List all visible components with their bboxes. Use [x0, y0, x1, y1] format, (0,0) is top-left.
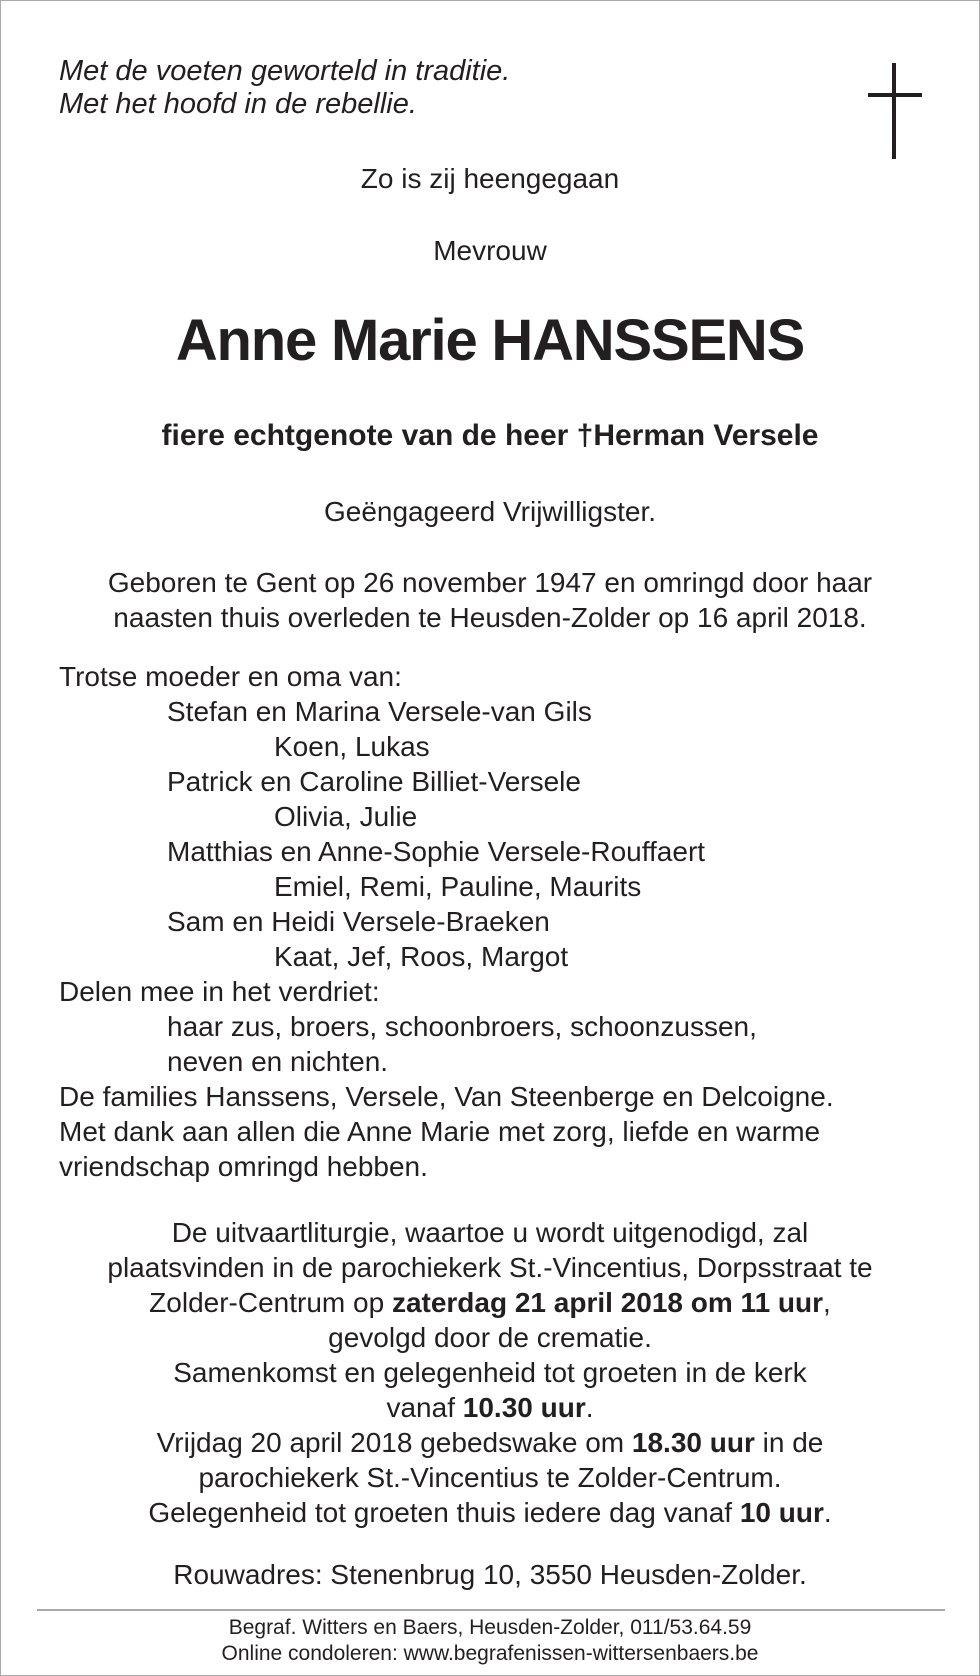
service-date: zaterdag 21 april 2018 om 11 uur — [391, 1287, 824, 1318]
grief-line-2: neven en nichten. — [167, 1046, 389, 1077]
family-kids-1: Koen, Lukas — [274, 731, 430, 762]
family-couple-2: Patrick en Caroline Billiet-Versele — [167, 766, 581, 797]
birth-death-line-2: naasten thuis overleden te Heusden-Zolder op 16 april 2018. — [113, 602, 867, 633]
family-kids-2: Olivia, Julie — [274, 801, 418, 832]
deceased-name: Anne Marie HANSSENS — [175, 308, 805, 373]
vigil-time: 18.30 uur — [631, 1427, 755, 1458]
thanks-line-1: Met dank aan allen die Anne Marie met zorg, liefde en warme — [59, 1116, 821, 1147]
home-visit-time: 10 uur — [739, 1497, 824, 1528]
mourning-address: Rouwadres: Stenenbrug 10, 3550 Heusden-Zolder. — [173, 1559, 807, 1590]
service-line-5: Samenkomst en gelegenheid tot groeten in de kerk — [173, 1357, 807, 1388]
funeral-home-line: Begraf. Witters en Baers, Heusden-Zolder, 011/53.64.59 — [228, 1616, 752, 1639]
family-kids-4: Kaat, Jef, Roos, Margot — [274, 941, 569, 972]
salutation: Mevrouw — [433, 235, 547, 266]
intro-text: Zo is zij heengegaan — [360, 163, 620, 194]
service-line-1: De uitvaartliturgie, waartoe u wordt uitgenodigd, zal — [171, 1217, 809, 1248]
spouse-line: fiere echtgenote van de heer †Herman Versele — [161, 419, 819, 452]
role-line: Geëngageerd Vrijwilligster. — [323, 496, 657, 527]
service-line-7: Vrijdag 20 april 2018 gebedswake om 18.30 uur in de — [156, 1427, 824, 1458]
grief-heading: Delen mee in het verdriet: — [59, 976, 380, 1007]
gathering-time: 10.30 uur — [462, 1392, 586, 1423]
birth-death-line-1: Geboren te Gent op 26 november 1947 en omringd door haar — [107, 567, 873, 598]
family-couple-1: Stefan en Marina Versele-van Gils — [167, 696, 592, 727]
service-line-2: plaatsvinden in de parochiekerk St.-Vincentius, Dorpsstraat te — [107, 1252, 873, 1283]
service-line-9: Gelegenheid tot groeten thuis iedere dag vanaf 10 uur. — [148, 1497, 832, 1528]
family-heading: Trotse moeder en oma van: — [59, 661, 402, 692]
footer-divider — [37, 1609, 945, 1611]
family-couple-4: Sam en Heidi Versele-Braeken — [167, 906, 550, 937]
service-line-4: gevolgd door de crematie. — [328, 1322, 652, 1353]
motto-line-1: Met de voeten geworteld in traditie. — [59, 55, 511, 87]
thanks-line-2: vriendschap omringd hebben. — [59, 1151, 428, 1182]
family-kids-3: Emiel, Remi, Pauline, Maurits — [274, 871, 642, 902]
service-line-8: parochiekerk St.-Vincentius te Zolder-Centrum. — [198, 1462, 782, 1493]
families-line: De families Hanssens, Versele, Van Steenberge en Delcoigne. — [59, 1081, 834, 1112]
grief-line-1: haar zus, broers, schoonbroers, schoonzussen, — [167, 1011, 757, 1042]
motto-line-2: Met het hoofd in de rebellie. — [59, 88, 417, 120]
service-line-3: Zolder-Centrum op zaterdag 21 april 2018 om 11 uur, — [149, 1287, 831, 1318]
online-condolence-line: Online condoleren: www.begrafenissen-wittersenbaers.be — [221, 1642, 759, 1665]
service-line-6: vanaf 10.30 uur. — [386, 1392, 594, 1423]
family-couple-3: Matthias en Anne-Sophie Versele-Rouffaert — [167, 836, 706, 867]
